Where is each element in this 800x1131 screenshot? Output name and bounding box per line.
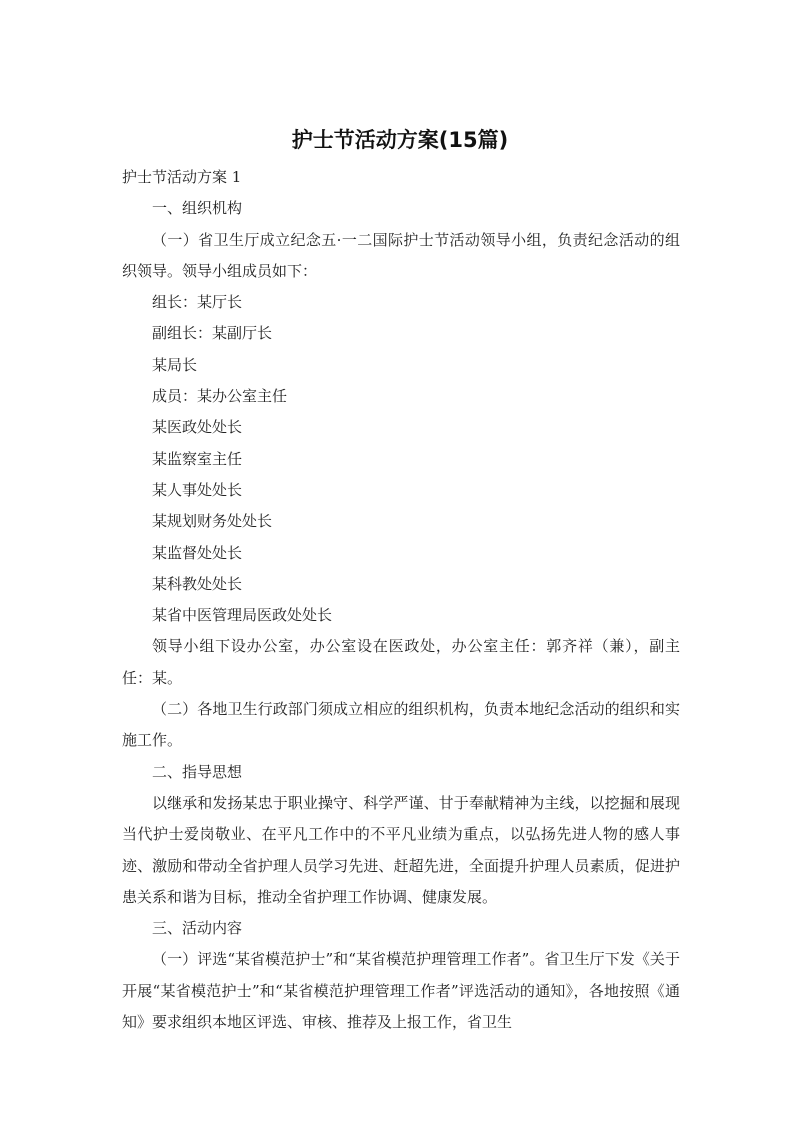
paragraph-activity-selection: （一）评选“某省模范护士”和“某省模范护理管理工作者”。省卫生厅下发《关于开展“某省模范护士”和“某省模范护理管理工作者”评选活动的通知》，各地按照《通知》要求组织本地区评选、审核、推荐及上报工作，省卫生 (122, 950, 680, 1032)
member-planning-finance: 某规划财务处处长 (152, 512, 273, 531)
member-tcm-bureau: 某省中医管理局医政处处长 (152, 606, 333, 625)
heading-organization: 一、组织机构 (152, 199, 243, 218)
heading-activity-content: 三、活动内容 (152, 919, 243, 938)
document-body (122, 162, 680, 1038)
paragraph-local-organization: （二）各地卫生行政部门须成立相应的组织机构，负责本地纪念活动的组织和实施工作。 (122, 700, 680, 750)
paragraph-leading-group: （一）省卫生厅成立纪念五·一二国际护士节活动领导小组，负责纪念活动的组织领导。领导小组成员如下： (122, 230, 680, 280)
heading-guiding-ideology: 二、指导思想 (152, 762, 243, 781)
member-deputy-leader: 副组长：某副厅长 (152, 324, 273, 343)
member-supervision-office: 某监察室主任 (152, 449, 243, 468)
member-science-education: 某科教处处长 (152, 574, 243, 593)
paragraph-guiding-ideology: 以继承和发扬某忠于职业操守、科学严谨、甘于奉献精神为主线，以挖掘和展现当代护士爱岗敬业、在平凡工作中的不平凡业绩为重点，以弘扬先进人物的感人事迹、激励和带动全省护理人员学习先进、赶超先进，全面提升护理人员素质，促进护患关系和谐为目标，推动全省护理工作协调、健康发展。 (122, 793, 680, 906)
member-medical-admin: 某医政处处长 (152, 418, 243, 437)
section-heading-plan-1: 护士节活动方案 1 (122, 168, 242, 186)
member-personnel: 某人事处处长 (152, 480, 243, 499)
paragraph-office-setup: 领导小组下设办公室，办公室设在医政处，办公室主任：郭齐祥（兼），副主任：某。 (122, 637, 680, 687)
member-supervision: 某监督处处长 (152, 543, 243, 562)
member-bureau-chief: 某局长 (152, 355, 198, 374)
member-leader: 组长：某厅长 (152, 293, 243, 312)
member-office-director: 成员：某办公室主任 (152, 387, 288, 406)
document-title: 护士节活动方案(15篇) (291, 128, 509, 152)
